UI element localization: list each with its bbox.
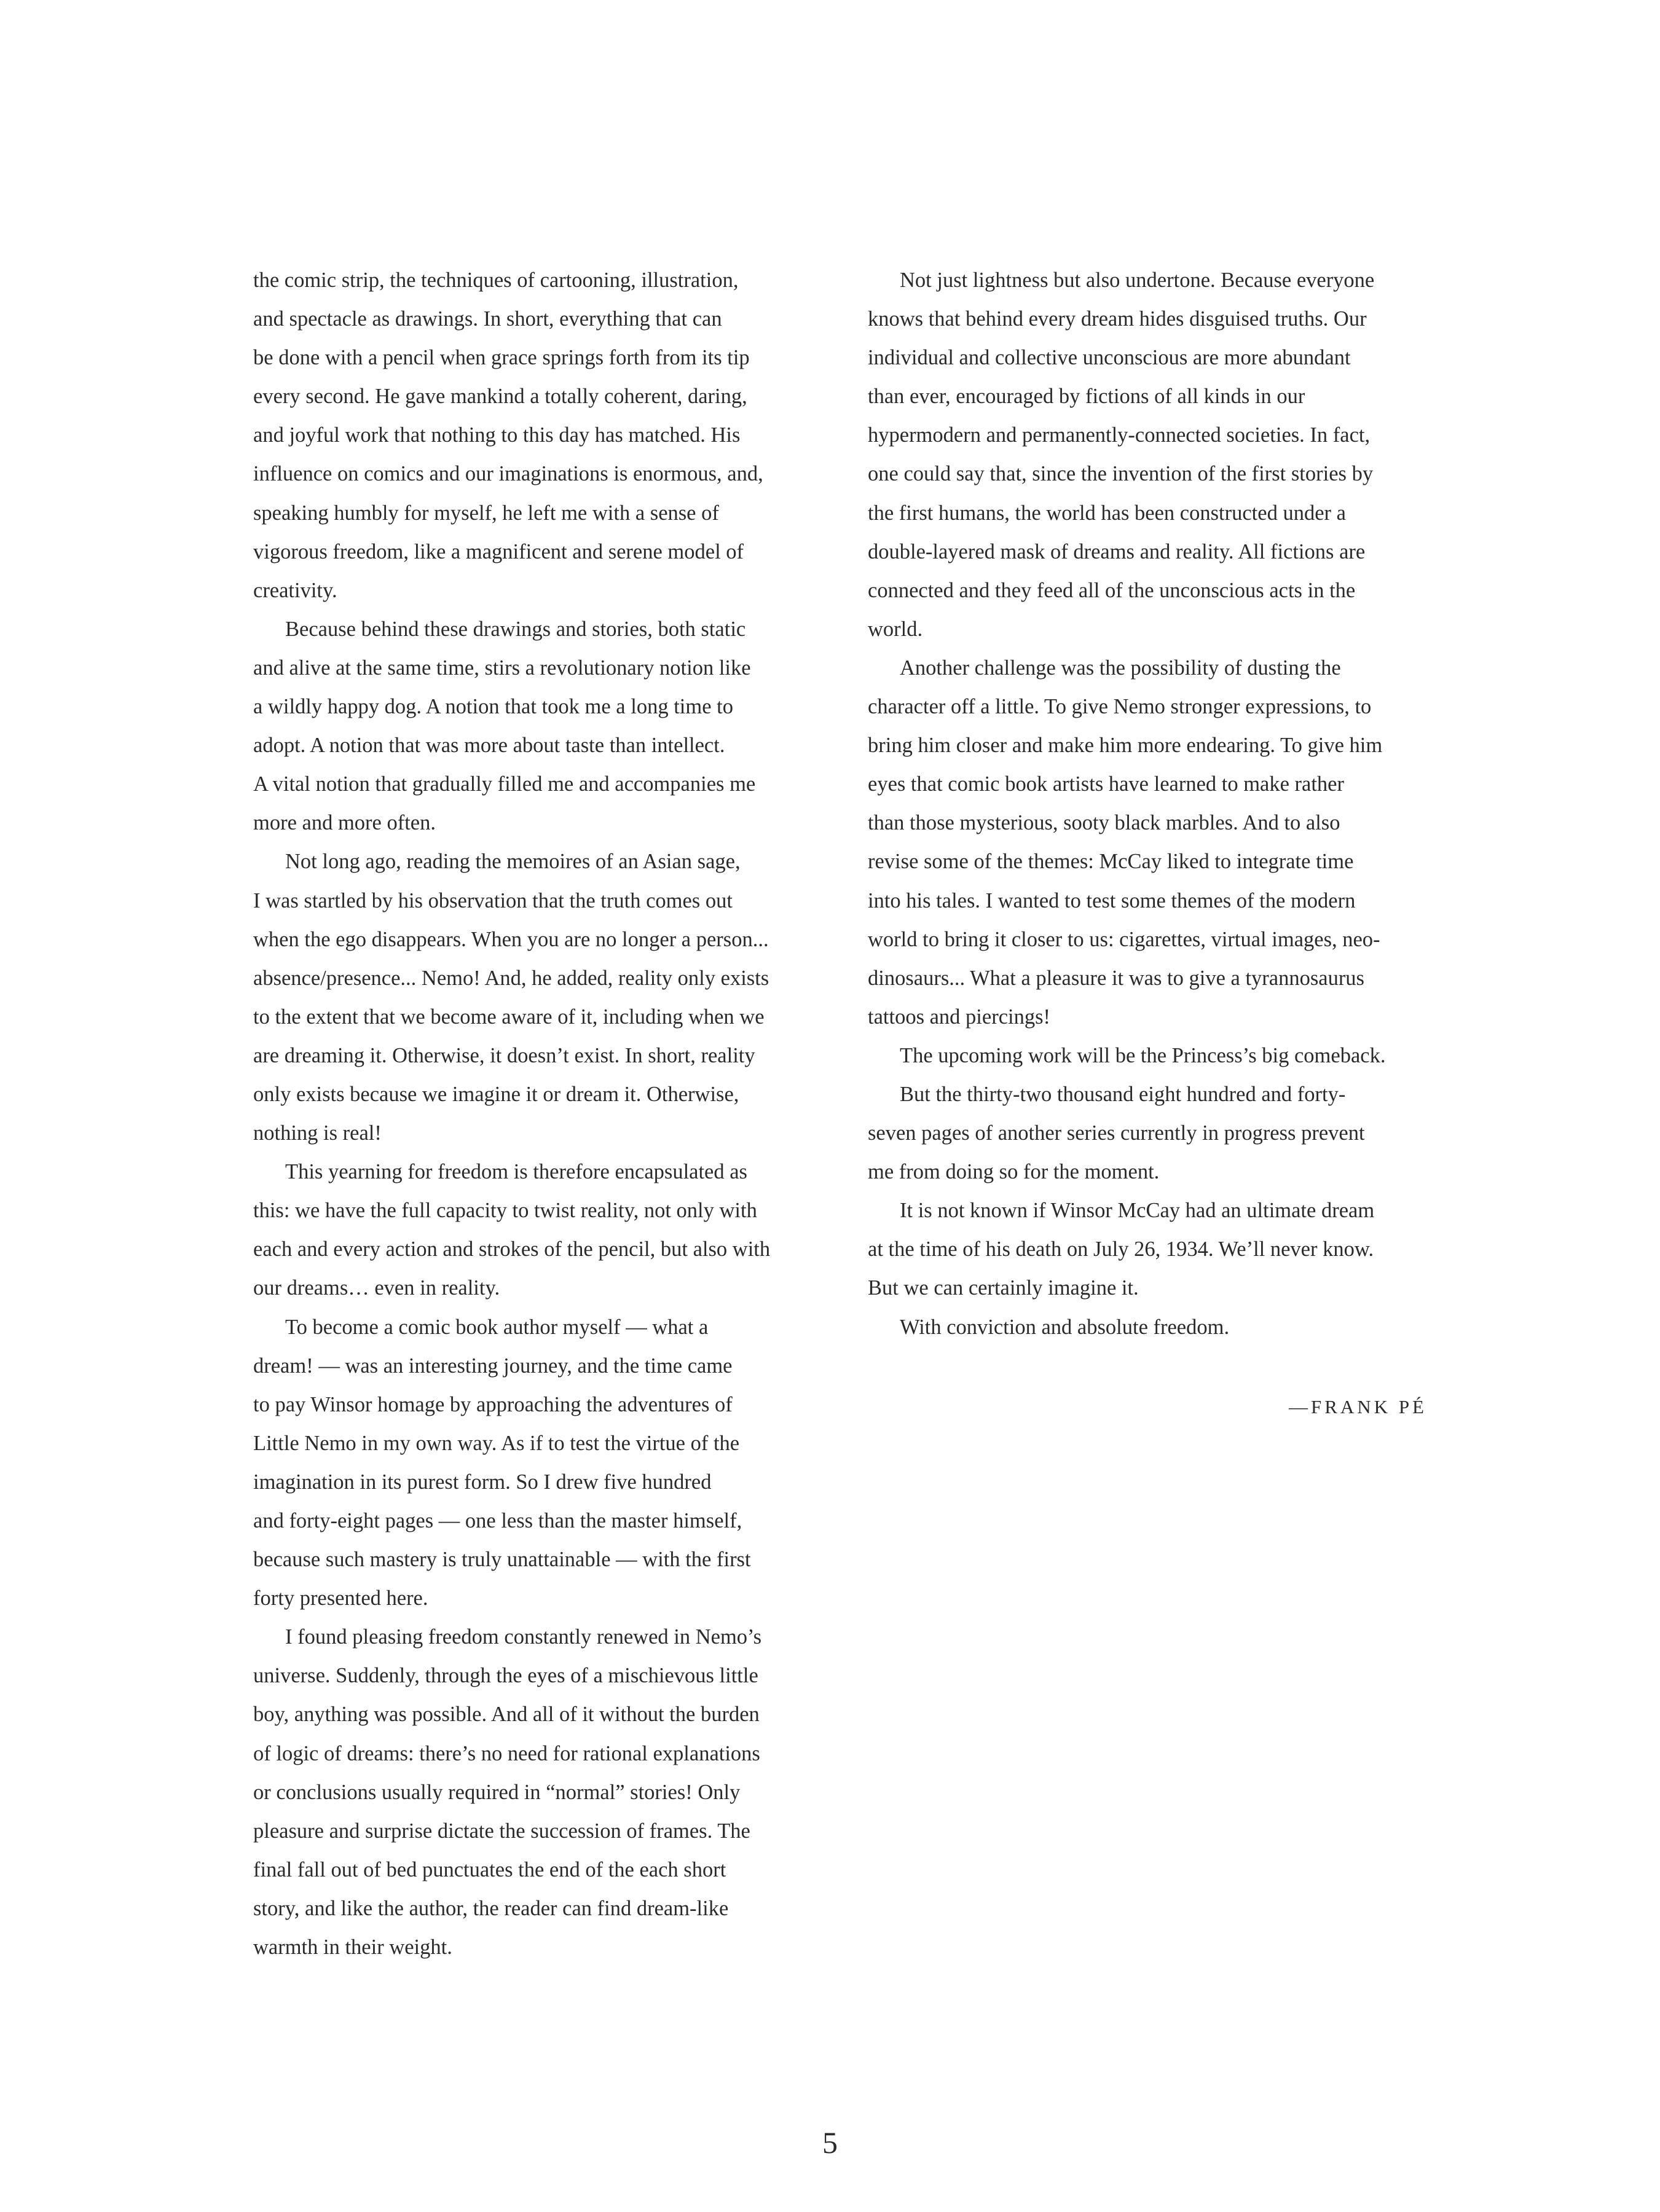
left-column-line: speaking humbly for myself, he left me with a sense of bbox=[253, 501, 719, 525]
left-column-line: the comic strip, the techniques of cartooning, illustration, bbox=[253, 269, 739, 292]
left-column-line: boy, anything was possible. And all of it without the burden bbox=[253, 1703, 760, 1727]
left-column-line: universe. Suddenly, through the eyes of a mischievous little bbox=[253, 1664, 758, 1688]
left-column-line: and spectacle as drawings. In short, everything that can bbox=[253, 307, 722, 331]
right-column-line: seven pages of another series currently in progress prevent bbox=[868, 1121, 1365, 1145]
right-column-line: world to bring it closer to us: cigarettes, virtual images, neo- bbox=[868, 927, 1380, 951]
left-column-line: To become a comic book author myself — what a bbox=[285, 1315, 709, 1339]
right-column-line: individual and collective unconscious are more abundant bbox=[868, 346, 1351, 370]
right-column-line: knows that behind every dream hides disguised truths. Our bbox=[868, 307, 1367, 331]
left-column-line: vigorous freedom, like a magnificent and serene model of bbox=[253, 539, 744, 563]
left-column-line: absence/presence... Nemo! And, he added, reality only exists bbox=[253, 966, 769, 990]
right-column-line: one could say that, since the invention of the first stories by bbox=[868, 462, 1374, 486]
left-column-line: influence on comics and our imaginations is enormous, and, bbox=[253, 462, 763, 486]
page-number: 5 bbox=[822, 2125, 838, 2160]
right-column-line: bring him closer and make him more endearing. To give him bbox=[868, 734, 1383, 758]
left-column-line: Because behind these drawings and stories, both static bbox=[285, 617, 746, 641]
left-column-line: are dreaming it. Otherwise, it doesn’t exist. In short, reality bbox=[253, 1043, 755, 1067]
right-column-line: Not just lightness but also undertone. Because everyone bbox=[900, 269, 1375, 292]
right-column-line: me from doing so for the moment. bbox=[868, 1160, 1160, 1184]
right-column-line: double-layered mask of dreams and reality. All fictions are bbox=[868, 539, 1366, 563]
right-column bbox=[868, 261, 1439, 1347]
right-column-line: eyes that comic book artists have learned to make rather bbox=[868, 772, 1344, 796]
right-column-line: tattoos and piercings! bbox=[868, 1005, 1051, 1029]
left-column-line: more and more often. bbox=[253, 811, 436, 835]
left-column-line: forty presented here. bbox=[253, 1586, 428, 1610]
left-column-line: and joyful work that nothing to this day has matched. His bbox=[253, 423, 741, 447]
left-column bbox=[253, 261, 825, 1967]
left-column-line: imagination in its purest form. So I drew five hundred bbox=[253, 1470, 712, 1494]
right-column-line: dinosaurs... What a pleasure it was to give a tyrannosaurus bbox=[868, 966, 1364, 990]
left-column-line: of logic of dreams: there’s no need for rational explanations bbox=[253, 1741, 760, 1765]
left-column-line: a wildly happy dog. A notion that took me a long time to bbox=[253, 695, 733, 719]
left-column-line: because such mastery is truly unattainable — with the first bbox=[253, 1548, 751, 1572]
right-column-line: connected and they feed all of the unconscious acts in the bbox=[868, 578, 1356, 602]
left-column-line: each and every action and strokes of the pencil, but also with bbox=[253, 1237, 771, 1261]
left-column-line: story, and like the author, the reader can find dream-like bbox=[253, 1896, 729, 1920]
left-column-line: only exists because we imagine it or dream it. Otherwise, bbox=[253, 1082, 739, 1106]
right-column-line: than ever, encouraged by fictions of all kinds in our bbox=[868, 385, 1305, 409]
left-column-line: to the extent that we become aware of it, including when we bbox=[253, 1005, 765, 1029]
right-column-line: the first humans, the world has been constructed under a bbox=[868, 501, 1346, 525]
left-column-line: to pay Winsor homage by approaching the adventures of bbox=[253, 1392, 733, 1416]
left-column-line: and alive at the same time, stirs a revolutionary notion like bbox=[253, 656, 751, 680]
right-column-line: character off a little. To give Nemo stronger expressions, to bbox=[868, 695, 1372, 719]
right-column-line: than those mysterious, sooty black marbles. And to also bbox=[868, 811, 1340, 835]
left-column-line: pleasure and surprise dictate the succession of frames. The bbox=[253, 1819, 750, 1843]
left-column-line: adopt. A notion that was more about taste than intellect. bbox=[253, 734, 725, 758]
left-column-line: this: we have the full capacity to twist reality, not only with bbox=[253, 1199, 757, 1223]
right-column-line: at the time of his death on July 26, 1934. We’ll never know. bbox=[868, 1237, 1374, 1261]
right-column-line: It is not known if Winsor McCay had an ultimate dream bbox=[900, 1199, 1375, 1223]
left-column-line: This yearning for freedom is therefore encapsulated as bbox=[285, 1160, 747, 1184]
left-column-line: A vital notion that gradually filled me and accompanies me bbox=[253, 772, 756, 796]
left-column-line: every second. He gave mankind a totally coherent, daring, bbox=[253, 385, 747, 409]
left-column-line: creativity. bbox=[253, 578, 337, 602]
left-column-line: or conclusions usually required in “normal” stories! Only bbox=[253, 1780, 741, 1804]
right-column-line: hypermodern and permanently-connected societies. In fact, bbox=[868, 423, 1371, 447]
left-column-line: dream! — was an interesting journey, and the time came bbox=[253, 1354, 733, 1378]
left-column-line: final fall out of bed punctuates the end of the each short bbox=[253, 1857, 726, 1881]
left-column-line: I was startled by his observation that the truth comes out bbox=[253, 888, 733, 912]
right-column-line: But the thirty-two thousand eight hundred and forty- bbox=[900, 1082, 1346, 1106]
left-column-line: Not long ago, reading the memoires of an Asian sage, bbox=[285, 850, 741, 874]
left-column-line: Little Nemo in my own way. As if to test the virtue of the bbox=[253, 1431, 740, 1455]
left-column-line: and forty-eight pages — one less than the master himself, bbox=[253, 1509, 742, 1532]
right-column-line: revise some of the themes: McCay liked to integrate time bbox=[868, 850, 1354, 874]
right-column-line: The upcoming work will be the Princess’s big comeback. bbox=[900, 1043, 1386, 1067]
left-column-line: warmth in their weight. bbox=[253, 1936, 452, 1959]
left-column-line: when the ego disappears. When you are no longer a person... bbox=[253, 927, 769, 951]
left-column-line: be done with a pencil when grace springs forth from its tip bbox=[253, 346, 750, 370]
right-column-line: into his tales. I wanted to test some themes of the modern bbox=[868, 888, 1356, 912]
right-column-line: With conviction and absolute freedom. bbox=[900, 1315, 1230, 1339]
right-column-line: world. bbox=[868, 617, 923, 641]
right-column-line: Another challenge was the possibility of dusting the bbox=[900, 656, 1341, 680]
left-column-line: I found pleasing freedom constantly renewed in Nemo’s bbox=[285, 1625, 762, 1649]
author-attribution: —FRANK PÉ bbox=[1288, 1396, 1427, 1418]
left-column-line: our dreams… even in reality. bbox=[253, 1276, 500, 1300]
left-column-line: nothing is real! bbox=[253, 1121, 382, 1145]
right-column-line: But we can certainly imagine it. bbox=[868, 1276, 1139, 1300]
